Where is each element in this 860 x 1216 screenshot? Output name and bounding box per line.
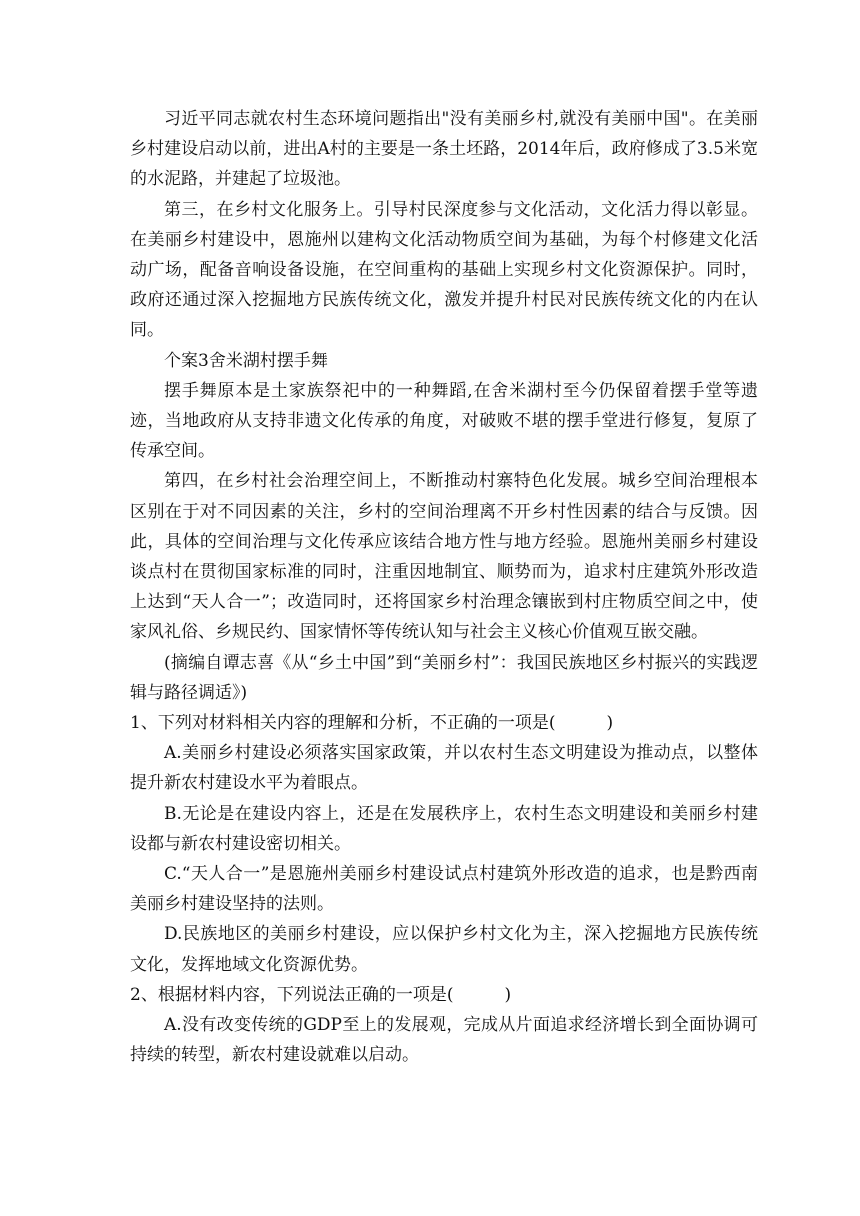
question-1-option-c: C.“天人合一”是恩施州美丽乡村建设试点村建筑外形改造的追求，也是黔西南美丽乡村建设坚持的法则。: [130, 864, 758, 915]
question-1-option-d: D.民族地区的美丽乡村建设，应以保护乡村文化为主，深入挖掘地方民族传统文化，发挥地域文化资源优势。: [130, 924, 758, 975]
question-2-stem: 2、根据材料内容，下列说法正确的一项是( ): [130, 984, 512, 1005]
question-1-stem: 1、下列对材料相关内容的理解和分析，不正确的一项是( ): [130, 713, 614, 734]
question-2-option-a: A.没有改变传统的GDP至上的发展观，完成从片面追求经济增长到全面协调可持续的转型，新农村建设就难以启动。: [130, 1015, 758, 1066]
question-1-option-b: B.无论是在建设内容上，还是在发展秩序上，农村生态文明建设和美丽乡村建设都与新农村建设密切相关。: [130, 803, 758, 854]
source-citation: (摘编自谭志喜《从“乡土中国”到“美丽乡村”：我国民族地区乡村振兴的实践逻辑与路径调适》): [130, 652, 758, 703]
question-1-option-a: A.美丽乡村建设必须落实国家政策，并以农村生态文明建设为推动点，以整体提升新农村建设水平为着眼点。: [130, 743, 758, 794]
document-body: [130, 104, 758, 1071]
case-3-title: 个案3舍米湖村摆手舞: [164, 350, 328, 371]
paragraph-governance: 第四，在乡村社会治理空间上，不断推动村寨特色化发展。城乡空间治理根本区别在于对不同因素的关注，乡村的空间治理离不开乡村性因素的结合与反馈。因此，具体的空间治理与文化传承应该结合地方性与地方经验。恩施州美丽乡村建设谈点村在贯彻国家标准的同时，注重因地制宜、顺势而为，追求村庄建筑外形改造上达到“天人合一”；改造同时，还将国家乡村治理念镶嵌到村庄物质空间之中，使家风礼俗、乡规民约、国家情怀等传统认知与社会主义核心价值观互嵌交融。: [130, 471, 758, 643]
paragraph-case-3-body: 摆手舞原本是土家族祭祀中的一种舞蹈,在舍米湖村至今仍保留着摆手堂等遗迹，当地政府从支持非遗文化传承的角度，对破败不堪的摆手堂进行修复，复原了传承空间。: [130, 380, 758, 462]
paragraph-env-intro: 习近平同志就农村生态环境问题指出"没有美丽乡村,就没有美丽中国"。在美丽乡村建设启动以前，进出A村的主要是一条土坯路，2014年后，政府修成了3.5米宽的水泥路，并建起了垃圾池。: [130, 109, 758, 190]
paragraph-culture-service: 第三，在乡村文化服务上。引导村民深度参与文化活动，文化活力得以彰显。在美丽乡村建设中，恩施州以建构文化活动物质空间为基础，为每个村修建文化活动广场，配备音响设备设施，在空间重构的基础上实现乡村文化资源保护。同时，政府还通过深入挖掘地方民族传统文化，激发并提升村民对民族传统文化的内在认同。: [130, 199, 758, 341]
